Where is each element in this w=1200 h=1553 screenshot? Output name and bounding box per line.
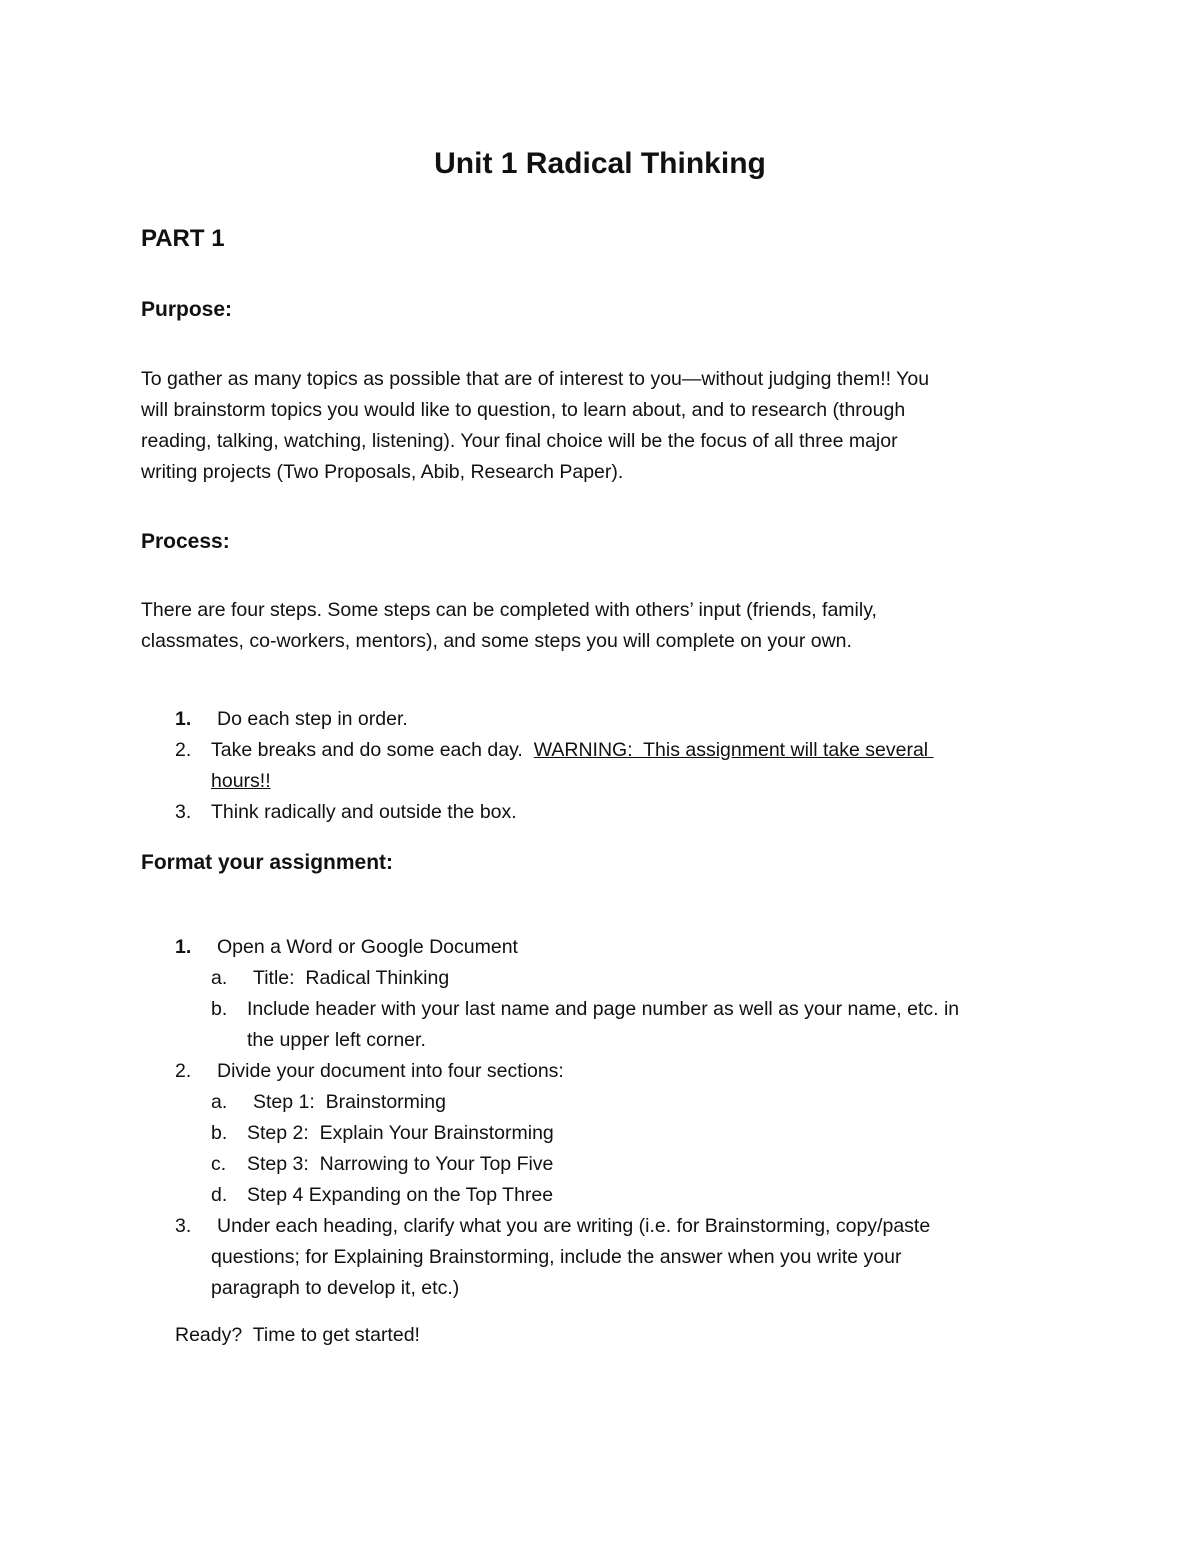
step-text: Think radically and outside the box.: [211, 801, 517, 823]
purpose-paragraph: [141, 364, 1061, 488]
document-title: Unit 1 Radical Thinking: [434, 147, 766, 180]
step-text: [211, 735, 934, 766]
process-heading: Process:: [141, 530, 230, 553]
sub-item-letter: a.: [211, 1091, 228, 1113]
purpose-line: writing projects (Two Proposals, Abib, Research Paper).: [141, 461, 624, 483]
format-item-text: Open a Word or Google Document: [217, 936, 518, 958]
purpose-line: To gather as many topics as possible that are of interest to you—without judging them!! You: [141, 368, 930, 390]
sub-item-letter: b.: [211, 1122, 228, 1144]
format-item-number: 1.: [175, 936, 192, 958]
sub-item-letter: b.: [211, 998, 228, 1020]
sub-item-text: Step 2: Explain Your Brainstorming: [247, 1122, 554, 1144]
format-item-text: Divide your document into four sections:: [217, 1060, 564, 1082]
sub-item-text: Include header with your last name and page number as well as your name, etc. in: [247, 998, 960, 1020]
sub-item-text: Step 3: Narrowing to Your Top Five: [247, 1153, 554, 1175]
sub-item-text: Step 1: Brainstorming: [253, 1091, 446, 1113]
process-paragraph: [141, 595, 1061, 657]
purpose-line: will brainstorm topics you would like to question, to learn about, and to research (through: [141, 399, 906, 421]
format-heading: Format your assignment:: [141, 851, 394, 874]
step-text-main: Take breaks and do some each day.: [211, 739, 523, 761]
format-item-text-continued: questions; for Explaining Brainstorming, include the answer when you write your: [211, 1246, 902, 1268]
sub-item-letter: d.: [211, 1184, 228, 1206]
sub-item-text: Step 4 Expanding on the Top Three: [247, 1184, 554, 1206]
purpose-heading: Purpose:: [141, 298, 233, 321]
step-number: 3.: [175, 801, 192, 823]
warning-text: WARNING: This assignment will take several: [533, 739, 934, 761]
step-number: 1.: [175, 708, 192, 730]
format-item-number: 3.: [175, 1215, 192, 1237]
format-item-text-continued: paragraph to develop it, etc.): [211, 1277, 460, 1299]
sub-item-letter: a.: [211, 967, 228, 989]
part-heading: PART 1: [141, 225, 225, 252]
sub-item-text-continued: the upper left corner.: [247, 1029, 426, 1051]
format-item-text: Under each heading, clarify what you are writing (i.e. for Brainstorming, copy/paste: [217, 1215, 931, 1237]
purpose-line: reading, talking, watching, listening). Your final choice will be the focus of all three major: [141, 430, 898, 452]
warning-text-continued: hours!!: [211, 770, 271, 792]
process-line: There are four steps. Some steps can be completed with others’ input (friends, family,: [141, 599, 877, 621]
step-number: 2.: [175, 739, 192, 761]
process-line: classmates, co-workers, mentors), and some steps you will complete on your own.: [141, 630, 852, 652]
format-item-number: 2.: [175, 1060, 192, 1082]
sub-item-letter: c.: [211, 1153, 227, 1175]
step-text: Do each step in order.: [217, 708, 408, 730]
sub-item-text: Title: Radical Thinking: [253, 967, 450, 989]
closing-text: Ready? Time to get started!: [175, 1324, 420, 1346]
